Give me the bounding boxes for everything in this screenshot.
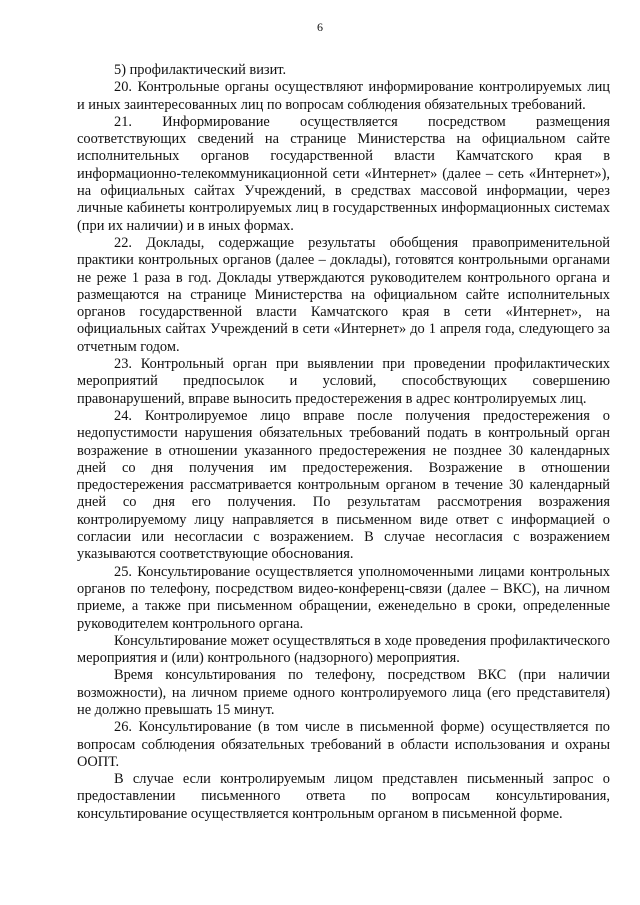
paragraph-20: 20. Контрольные органы осуществляют информирование контролируемых лиц и иных заинтересованных лиц по вопросам соблюдения обязательных требований. <box>77 79 610 113</box>
paragraph-26: 26. Консультирование (в том числе в письменной форме) осуществляется по вопросам соблюдения обязательных требований в области использования и охраны ООПТ. <box>77 719 610 770</box>
paragraph-21: 21. Информирование осуществляется посредством размещения соответствующих сведений на странице Министерства на официальном сайте исполнительных органов государственной власти Камчатского края в информационно-телекоммуникационной сети «Интернет» (далее – сеть «Интернет»), на официальных сайтах Учреждений, в средствах массовой информации, через личные кабинеты контролируемых лиц в государственных информационных системах (при их наличии) и в иных формах. <box>77 113 610 234</box>
paragraph-24: 24. Контролируемое лицо вправе после получения предостережения о недопустимости нарушения обязательных требований подать в контрольный орган возражение в отношении указанного предостережения не позднее 30 календарных дней со дня получения им предостережения. Возражение в отношении предостережения рассматривается контрольным органом в течение 30 календарный дней со дня его получения. По результатам рассмотрения возражения контролируемому лицу направляется в письменном виде ответ с информацией о согласии или несогласии с возражением. В случае несогласия с возражением указываются соответствующие обоснования. <box>77 407 610 563</box>
paragraph-25-time-limit: Время консультирования по телефону, посредством ВКС (при наличии возможности), на личном приеме одного контролируемого лица (его представителя) не должно превышать 15 минут. <box>77 667 610 718</box>
paragraph-25: 25. Консультирование осуществляется уполномоченными лицами контрольных органов по телефону, посредством видео-конференц-связи (далее – ВКС), на личном приеме, а также при письменном обращении, еженедельно в сроки, определенные руководителем контрольного органа. <box>77 563 610 632</box>
paragraph-23: 23. Контрольный орган при выявлении при проведении профилактических мероприятий предпосылок и условий, способствующих совершению правонарушений, вправе выносить предостережения в адрес контролируемых лиц. <box>77 356 610 407</box>
paragraph-25-consulting-note: Консультирование может осуществляться в ходе проведения профилактического мероприятия и (или) контрольного (надзорного) мероприятия. <box>77 632 610 667</box>
document-body <box>77 62 610 823</box>
paragraph-item-5: 5) профилактический визит. <box>114 62 287 78</box>
paragraph-26-written-request: В случае если контролируемым лицом представлен письменный запрос о предоставлении письменного ответа по вопросам консультирования, консультирование осуществляется контрольным органом в письменной форме. <box>77 771 610 822</box>
page-number: 6 <box>317 20 323 34</box>
paragraph-22: 22. Доклады, содержащие результаты обобщения правоприменительной практики контрольных органов (далее – доклады), готовятся контрольными органами не реже 1 раза в год. Доклады утверждаются руководителем контрольного органа и размещаются на странице Министерства на официальном сайте исполнительных органов государственной власти Камчатского края в сети «Интернет», на официальных сайтах Учреждений в сети «Интернет» до 1 апреля года, следующего за отчетным годом. <box>77 234 610 355</box>
